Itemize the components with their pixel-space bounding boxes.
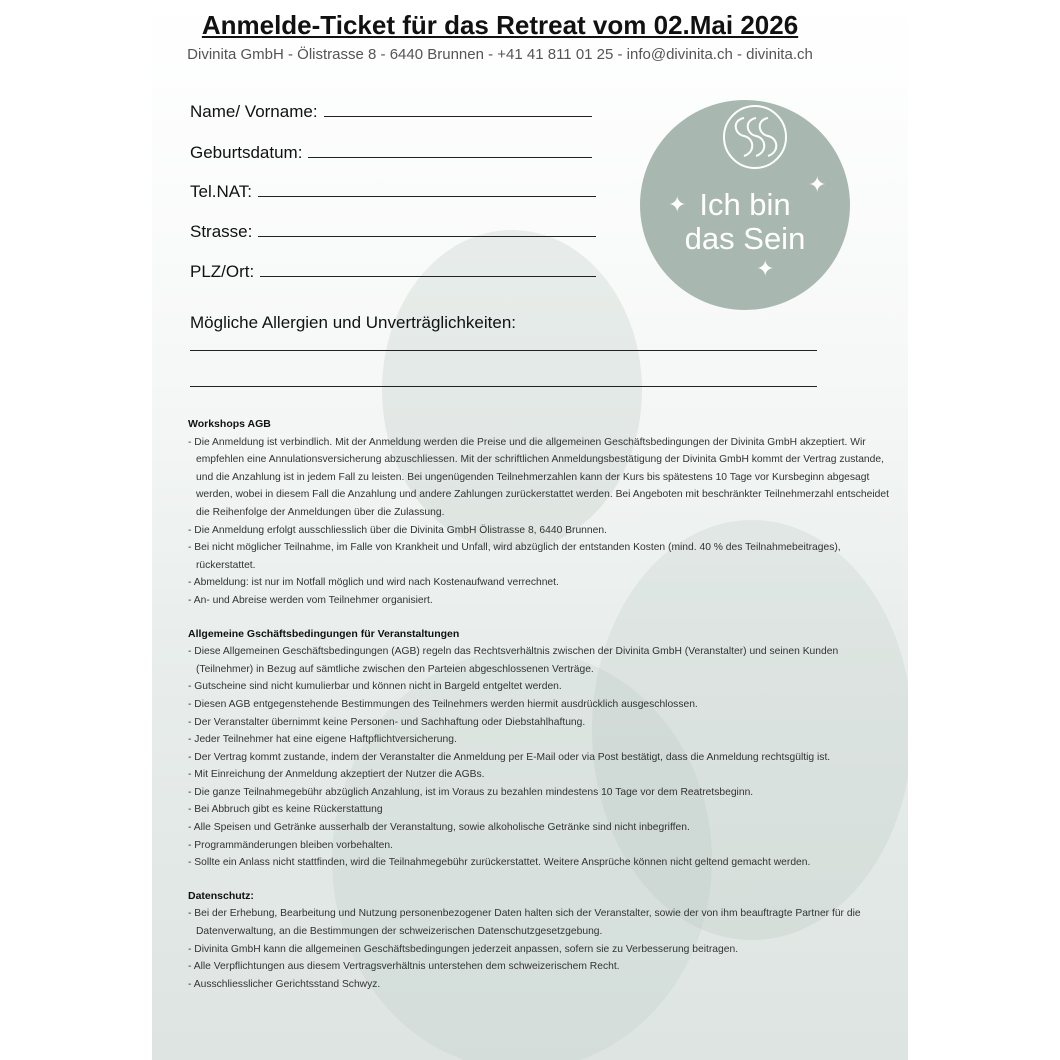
phone-label: Tel.NAT:: [190, 182, 253, 201]
zip-city-line[interactable]: [260, 262, 596, 277]
page-title: Anmelde-Ticket für das Retreat vom 02.Mai 2026: [201, 10, 799, 40]
allergies-line-2[interactable]: [190, 386, 817, 387]
workshops-heading: Workshops AGB: [188, 418, 271, 430]
phone-line[interactable]: [258, 182, 596, 197]
birthdate-line[interactable]: [308, 143, 592, 158]
workshops-item-3: - Bei nicht möglicher Teilnahme, im Falle von Krankheit und Unfall, wird abzüglich der entstanden Kosten (mind. 40 % des Teilnahmebeitrages), rückerstattet.: [188, 542, 841, 571]
agb-item-3: - Diesen AGB entgegenstehende Bestimmungen des Teilnehmers werden hiermit ausdrücklich ausgeschlossen.: [188, 698, 698, 710]
agb-item-1: - Diese Allgemeinen Geschäftsbedingungen (AGB) regeln das Rechtsverhältnis zwischen der Divinita GmbH (Veranstalter) und seinen Kunden (Teilnehmer) in Bezug auf sämtliche zwischen den Parteien abgeschlossenen Verträge.: [188, 646, 839, 675]
agb-item-4: - Der Veranstalter übernimmt keine Personen- und Sachhaftung oder Diebstahlhaftung.: [188, 716, 586, 728]
agb-item-8: - Die ganze Teilnahmegebühr abzüglich Anzahlung, ist im Voraus zu bezahlen mindestens 10 Tage vor dem Reatretsbeginn.: [188, 786, 754, 798]
birthdate-field[interactable]: [190, 143, 592, 163]
agb-item-7: - Mit Einreichung der Anmeldung akzeptiert der Nutzer die AGBs.: [188, 769, 485, 781]
privacy-item-4: - Ausschliesslicher Gerichtsstand Schwyz.: [188, 978, 381, 990]
zip-city-label: PLZ/Ort:: [190, 262, 255, 281]
name-label: Name/ Vorname:: [190, 102, 318, 121]
agb-item-6: - Der Vertrag kommt zustande, indem der Veranstalter die Anmeldung per E-Mail oder via Post bestätigt, dass die Anmeldung rechtsgültig ist.: [188, 751, 831, 763]
workshops-item-5: - An- und Abreise werden vom Teilnehmer organisiert.: [188, 594, 433, 606]
sparkle-icon: ✦: [808, 172, 827, 197]
agb-item-11: - Programmänderungen bleiben vorbehalten.: [188, 839, 393, 851]
phone-field[interactable]: [190, 182, 596, 202]
agb-item-2: - Gutscheine sind nicht kumulierbar und können nicht in Bargeld entgeltet werden.: [188, 681, 562, 693]
sparkle-icon: ✦: [756, 256, 775, 281]
privacy-item-2: - Divinita GmbH kann die allgemeinen Geschäftsbedingungen jederzeit anpassen, sofern sie zu Verbesserung beitragen.: [188, 943, 739, 955]
company-contact: Divinita GmbH - Ölistrasse 8 - 6440 Brunnen - +41 41 811 01 25 - info@divinita.ch - divinita.ch: [187, 46, 813, 63]
terms-section: [188, 416, 898, 993]
street-line[interactable]: [258, 222, 596, 237]
badge-line-1: Ich bin: [699, 187, 791, 222]
agb-item-10: - Alle Speisen und Getränke ausserhalb der Veranstaltung, sowie alkoholische Getränke sind nicht inbegriffen.: [188, 822, 690, 834]
workshops-item-1: - Die Anmeldung ist verbindlich. Mit der Anmeldung werden die Preise und die allgemeinen Geschäftsbedingungen der Divinita GmbH akzeptiert. Wir empfehlen eine Annulationsversicherung abzuschliessen. Mit der schriftlichen Anmeldungsbestätigung der Divinita GmbH kommt der Vertrag zustande, und die Anzahlung ist in jedem Fall zu leisten. Bei ungenügenden Teilnehmerzahlen kann der Kurs bis spätestens 10 Tage vor Kursbeginn abgesagt werden, wobei in diesem Fall die Anzahlung und andere Zahlungen zurückerstattet werden. Bei Angeboten mit beschränkter Teilnehmerzahl entscheidet die Reihenfolge der Anmeldungen über die Zulassung.: [188, 436, 889, 518]
sparkle-icon: ✦: [668, 192, 687, 217]
divinita-logo-icon: [718, 104, 792, 170]
badge-line-2: das Sein: [684, 221, 806, 256]
name-line[interactable]: [324, 102, 592, 117]
agb-item-12: - Sollte ein Anlass nicht stattfinden, wird die Teilnahmegebühr zurückerstattet. Weitere Ansprüche können nicht geltend gemacht werden.: [188, 857, 811, 869]
workshops-item-2: - Die Anmeldung erfolgt ausschliesslich über die Divinita GmbH Ölistrasse 8, 6440 Brunnen.: [188, 524, 607, 536]
agb-item-9: - Bei Abbruch gibt es keine Rückerstattung: [188, 804, 383, 816]
street-field[interactable]: [190, 222, 596, 242]
privacy-item-3: - Alle Verpflichtungen aus diesem Vertragsverhältnis unterstehen dem schweizerischem Recht.: [188, 961, 620, 973]
workshops-item-4: - Abmeldung: ist nur im Notfall möglich und wird nach Kostenaufwand verrechnet.: [188, 577, 559, 589]
privacy-item-1: - Bei der Erhebung, Bearbeitung und Nutzung personenbezogener Daten halten sich der Veranstalter, sowie der von ihm beauftragte Partner für die Datenverwaltung, an die Bestimmungen der schweizerischen Datenschutzgesetzgebung.: [188, 908, 861, 938]
name-field[interactable]: [190, 102, 592, 122]
street-label: Strasse:: [190, 222, 253, 241]
birthdate-label: Geburtsdatum:: [190, 143, 303, 162]
privacy-heading: Datenschutz:: [188, 889, 254, 902]
agb-heading: Allgemeine Gschäftsbedingungen für Veranstaltungen: [188, 627, 460, 640]
allergies-line-1[interactable]: [190, 350, 817, 351]
allergies-label: Mögliche Allergien und Unverträglichkeiten:: [190, 313, 517, 332]
agb-item-5: - Jeder Teilnehmer hat eine eigene Haftpflichtversicherung.: [188, 734, 457, 746]
zip-city-field[interactable]: [190, 262, 596, 282]
